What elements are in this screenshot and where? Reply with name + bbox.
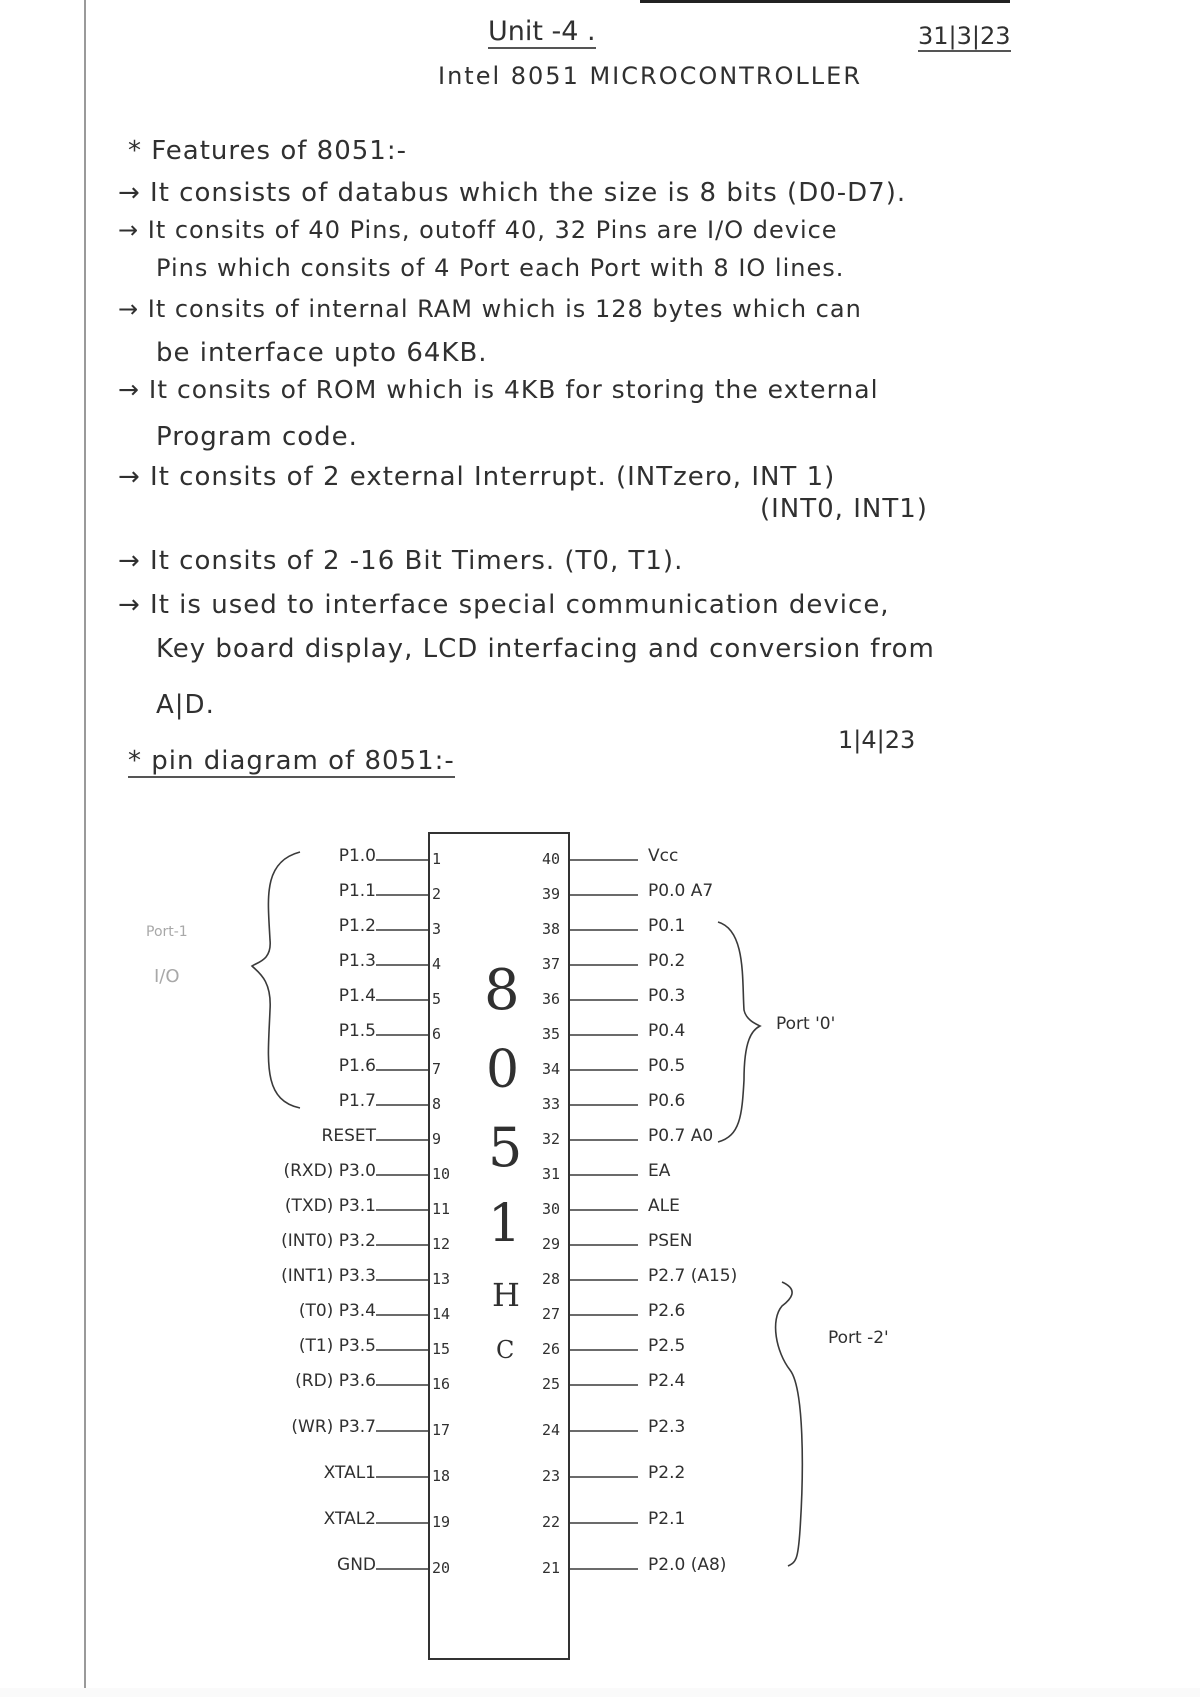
chip-label-char: 8	[484, 958, 520, 1023]
port0-brace	[718, 922, 760, 1142]
left-pin-label: P1.3	[338, 951, 376, 971]
left-pin-label: P1.2	[338, 916, 376, 936]
feature-line: → It consits of internal RAM which is 128 bytes which can	[118, 295, 862, 323]
right-pin-number: 21	[542, 1559, 561, 1577]
right-pin-label: P2.2	[648, 1463, 686, 1483]
left-pin-label: P1.0	[338, 846, 376, 866]
left-pin-label: GND	[337, 1555, 376, 1575]
right-pin-number: 36	[542, 990, 561, 1008]
right-pin-number: 23	[542, 1467, 561, 1485]
right-pin-number: 40	[542, 850, 561, 868]
right-pin-number: 38	[542, 920, 561, 938]
right-pin-label: P0.1	[648, 916, 686, 936]
right-pin-number: 32	[542, 1130, 561, 1148]
left-pin-label: P1.6	[338, 1056, 376, 1076]
left-pin-label: RESET	[321, 1126, 376, 1146]
date-1: 31|3|23	[918, 22, 1011, 50]
right-pin-number: 22	[542, 1513, 561, 1531]
feature-line: → It consits of 2 external Interrupt. (INTzero, INT 1)	[118, 462, 836, 492]
right-pin-label: P2.7 (A15)	[648, 1266, 738, 1286]
port0-note: Port '0'	[776, 1014, 836, 1034]
right-pin-label: P2.6	[648, 1301, 686, 1321]
left-pin-label: (RXD) P3.0	[283, 1161, 376, 1181]
right-pin-number: 27	[542, 1305, 561, 1323]
left-pin-number: 5	[432, 990, 442, 1008]
right-pin-label: P0.6	[648, 1091, 686, 1111]
left-pin-number: 9	[432, 1130, 442, 1148]
left-pin-number: 15	[432, 1340, 451, 1358]
port1-brace	[252, 852, 300, 1108]
right-pin-label: P2.1	[648, 1509, 686, 1529]
left-pin-number: 18	[432, 1467, 451, 1485]
left-pin-number: 10	[432, 1165, 451, 1183]
feature-line: Program code.	[156, 422, 358, 452]
left-pin-label: (WR) P3.7	[291, 1417, 376, 1437]
right-pin-number: 33	[542, 1095, 561, 1113]
left-pin-number: 12	[432, 1235, 451, 1253]
left-pin-label: (INT1) P3.3	[281, 1266, 376, 1286]
right-pin-label: P2.3	[648, 1417, 686, 1437]
feature-line: Key board display, LCD interfacing and conversion from	[156, 634, 935, 664]
left-pin-label: (T1) P3.5	[298, 1336, 376, 1356]
unit-title: Unit -4 .	[488, 16, 596, 47]
right-pin-label: P0.4	[648, 1021, 686, 1041]
right-pin-number: 24	[542, 1421, 561, 1439]
right-pin-number: 37	[542, 955, 561, 973]
feature-line: → It consists of databus which the size is 8 bits (D0-D7).	[118, 178, 907, 208]
left-pin-label: (RD) P3.6	[295, 1371, 376, 1391]
left-pin-label: (T0) P3.4	[298, 1301, 376, 1321]
port2-note: Port -2'	[828, 1328, 889, 1348]
left-pin-label: XTAL1	[323, 1463, 376, 1483]
feature-line: → It consits of ROM which is 4KB for storing the external	[118, 375, 879, 404]
right-pin-number: 25	[542, 1375, 561, 1393]
left-pin-label: P1.7	[338, 1091, 376, 1111]
right-pin-label: P0.2	[648, 951, 686, 971]
chip-label-char: 5	[488, 1116, 523, 1179]
left-pin-number: 13	[432, 1270, 451, 1288]
left-pin-label: XTAL2	[323, 1509, 376, 1529]
left-pin-number: 11	[432, 1200, 451, 1218]
feature-line: → It is used to interface special communication device,	[118, 590, 890, 620]
left-pin-label: P1.5	[338, 1021, 376, 1041]
left-pin-number: 7	[432, 1060, 442, 1078]
port2-brace	[776, 1282, 803, 1566]
left-pin-number: 2	[432, 885, 442, 903]
features-heading: * Features of 8051:-	[128, 136, 407, 166]
left-pin-number: 1	[432, 850, 442, 868]
right-pin-label: P2.0 (A8)	[648, 1555, 727, 1575]
port1-note: Port-1	[146, 924, 188, 940]
right-pin-number: 26	[542, 1340, 561, 1358]
right-pin-number: 28	[542, 1270, 561, 1288]
left-pin-number: 20	[432, 1559, 451, 1577]
right-pin-label: P2.4	[648, 1371, 686, 1391]
feature-line: → It consits of 2 -16 Bit Timers. (T0, T1).	[118, 546, 684, 576]
page-title: Intel 8051 MICROCONTROLLER	[438, 62, 862, 90]
pin-diagram-heading: * pin diagram of 8051:-	[128, 746, 455, 776]
right-pin-label: Vcc	[648, 846, 679, 866]
left-pin-label: (TXD) P3.1	[284, 1196, 376, 1216]
right-pin-label: P0.5	[648, 1056, 686, 1076]
feature-line: be interface upto 64KB.	[156, 338, 488, 368]
right-pin-label: ALE	[648, 1196, 680, 1216]
right-pin-label: P0.7 A0	[648, 1126, 714, 1146]
left-pin-label: P1.4	[338, 986, 376, 1006]
right-pin-label: P2.5	[648, 1336, 686, 1356]
right-pin-number: 30	[542, 1200, 561, 1218]
date-2: 1|4|23	[838, 726, 916, 754]
right-pin-number: 39	[542, 885, 561, 903]
right-pin-number: 29	[542, 1235, 561, 1253]
feature-line: (INT0, INT1)	[760, 494, 928, 524]
right-pin-label: P0.3	[648, 986, 686, 1006]
chip-label-char: 0	[486, 1040, 520, 1100]
left-pin-label: P1.1	[338, 881, 376, 901]
right-pin-label: P0.0 A7	[648, 881, 714, 901]
feature-line: A|D.	[156, 690, 215, 720]
chip-label-char: 1	[488, 1194, 522, 1254]
left-pin-number: 4	[432, 955, 442, 973]
chip-label-char: C	[496, 1336, 515, 1364]
right-pin-number: 34	[542, 1060, 561, 1078]
left-pin-number: 8	[432, 1095, 442, 1113]
left-pin-label: (INT0) P3.2	[281, 1231, 376, 1251]
right-pin-number: 31	[542, 1165, 561, 1183]
right-pin-label: PSEN	[648, 1231, 693, 1251]
right-pin-label: EA	[648, 1161, 671, 1181]
left-pin-number: 14	[432, 1305, 451, 1323]
left-pin-number: 6	[432, 1025, 442, 1043]
feature-line: → It consits of 40 Pins, outoff 40, 32 Pins are I/O device	[118, 216, 838, 244]
left-pin-number: 16	[432, 1375, 451, 1393]
port1-note: I/O	[154, 966, 180, 987]
feature-line: Pins which consits of 4 Port each Port with 8 IO lines.	[156, 254, 845, 282]
left-pin-number: 3	[432, 920, 442, 938]
left-pin-number: 17	[432, 1421, 451, 1439]
chip-label-char: H	[492, 1276, 520, 1314]
left-pin-number: 19	[432, 1513, 451, 1531]
right-pin-number: 35	[542, 1025, 561, 1043]
